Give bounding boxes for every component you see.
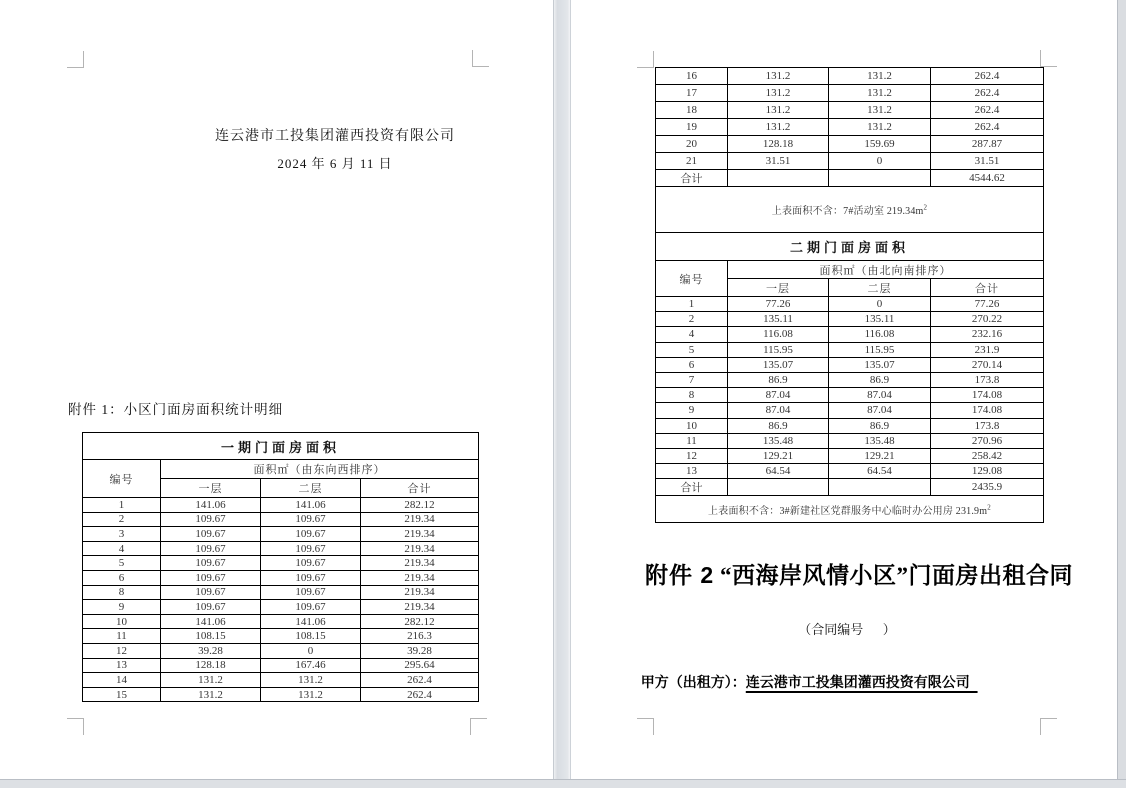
table-cell: 135.07	[829, 357, 931, 372]
table-row	[656, 136, 1044, 153]
table-cell: 108.15	[161, 629, 261, 644]
table-cell: 129.21	[829, 448, 931, 463]
table-cell: 131.2	[829, 102, 931, 119]
table-cell: 141.06	[161, 498, 261, 513]
note-superscript: 2	[987, 503, 991, 512]
text-boundary-mark	[472, 50, 489, 67]
table-cell: 135.11	[829, 312, 931, 327]
table-row	[83, 687, 479, 702]
table-cell	[728, 170, 829, 187]
table-cell: 12	[656, 448, 728, 463]
table-cell: 1	[656, 297, 728, 312]
table-cell: 109.67	[261, 541, 361, 556]
table-cell: 131.2	[829, 68, 931, 85]
table-cell: 174.08	[931, 388, 1044, 403]
table-cell: 262.4	[931, 102, 1044, 119]
table-cell: 86.9	[829, 418, 931, 433]
column-header-floor1: 一层	[728, 279, 829, 297]
document-date: 2024 年 6 月 11 日	[277, 156, 393, 171]
table-cell: 219.34	[361, 512, 479, 527]
table-cell: 262.4	[931, 68, 1044, 85]
table-cell: 11	[83, 629, 161, 644]
table-cell: 39.28	[161, 643, 261, 658]
table-row	[656, 68, 1044, 85]
table-cell: 282.12	[361, 498, 479, 513]
text-boundary-mark	[637, 51, 654, 68]
phase1-table-body	[83, 498, 479, 702]
table-cell: 86.9	[829, 372, 931, 387]
column-header-total: 合计	[361, 479, 479, 498]
table-row	[656, 403, 1044, 418]
column-header-floor2: 二层	[261, 479, 361, 498]
phase1-table-title: 一期门面房面积	[83, 433, 479, 460]
table-cell: 262.4	[931, 119, 1044, 136]
table-cell: 39.28	[361, 643, 479, 658]
table-cell: 128.18	[161, 658, 261, 673]
signature-block	[135, 128, 535, 172]
table-cell: 合计	[656, 170, 728, 187]
table-cell: 270.22	[931, 312, 1044, 327]
table-cell: 128.18	[728, 136, 829, 153]
table-cell: 109.67	[161, 527, 261, 542]
table-cell: 131.2	[161, 687, 261, 702]
column-header-floor2: 二层	[829, 279, 931, 297]
table-cell: 109.67	[261, 527, 361, 542]
table-cell: 0	[829, 153, 931, 170]
table-cell: 115.95	[728, 342, 829, 357]
note-superscript: 2	[923, 203, 928, 212]
table-cell: 116.08	[728, 327, 829, 342]
table-cell: 77.26	[931, 297, 1044, 312]
table-row	[83, 541, 479, 556]
table-cell: 141.06	[261, 614, 361, 629]
attachment1-label: 附件 1：小区门面房面积统计明细	[68, 402, 284, 417]
table-cell: 8	[83, 585, 161, 600]
phase1-continuation-and-phase2-table	[655, 67, 1044, 523]
table-cell: 8	[656, 388, 728, 403]
table-cell: 135.11	[728, 312, 829, 327]
table-cell: 258.42	[931, 448, 1044, 463]
table-cell: 6	[656, 357, 728, 372]
table-cell: 216.3	[361, 629, 479, 644]
table-cell: 219.34	[361, 527, 479, 542]
phase1-continuation-body	[656, 68, 1044, 187]
table-cell: 131.2	[829, 85, 931, 102]
table-cell: 0	[829, 297, 931, 312]
table-cell: 174.08	[931, 403, 1044, 418]
table-row	[656, 372, 1044, 387]
table-cell: 0	[261, 643, 361, 658]
table-cell: 2435.9	[931, 479, 1044, 496]
table-cell: 10	[656, 418, 728, 433]
text-boundary-mark	[67, 51, 84, 68]
table-cell: 64.54	[829, 464, 931, 479]
table-cell: 109.67	[161, 600, 261, 615]
table-row	[656, 433, 1044, 448]
attachment2-number: 附件 2	[645, 562, 715, 588]
table-cell: 167.46	[261, 658, 361, 673]
table-cell: 109.67	[161, 512, 261, 527]
table-cell: 15	[83, 687, 161, 702]
table-row	[83, 570, 479, 585]
table-row	[656, 102, 1044, 119]
table-cell: 109.67	[161, 556, 261, 571]
phase2-exclusion-note	[656, 496, 1044, 523]
table-cell: 4	[83, 541, 161, 556]
table-cell: 109.67	[161, 541, 261, 556]
table-cell: 86.9	[728, 372, 829, 387]
table-cell: 270.96	[931, 433, 1044, 448]
table-cell	[829, 479, 931, 496]
table-cell: 合计	[656, 479, 728, 496]
table-cell: 135.48	[829, 433, 931, 448]
table-cell: 159.69	[829, 136, 931, 153]
column-header-id: 编号	[656, 261, 728, 297]
table-row	[83, 658, 479, 673]
table-cell: 6	[83, 570, 161, 585]
table-row	[83, 643, 479, 658]
viewport-right-edge	[1117, 0, 1126, 787]
text-boundary-mark	[470, 718, 487, 735]
table-cell: 131.2	[728, 85, 829, 102]
text-boundary-mark	[1040, 718, 1057, 735]
table-row	[656, 448, 1044, 463]
table-row	[656, 479, 1044, 496]
table-cell: 282.12	[361, 614, 479, 629]
table-cell: 5	[656, 342, 728, 357]
table-cell: 109.67	[261, 600, 361, 615]
table-cell: 135.07	[728, 357, 829, 372]
table-cell: 270.14	[931, 357, 1044, 372]
table-cell: 131.2	[261, 673, 361, 688]
table-cell: 14	[83, 673, 161, 688]
table-cell: 109.67	[261, 556, 361, 571]
table-cell: 173.8	[931, 372, 1044, 387]
table-row	[656, 119, 1044, 136]
table-cell: 7	[656, 372, 728, 387]
table-cell: 129.21	[728, 448, 829, 463]
text-boundary-mark	[1040, 50, 1057, 67]
table-cell: 109.67	[261, 585, 361, 600]
column-header-total: 合计	[931, 279, 1044, 297]
table-cell: 20	[656, 136, 728, 153]
table-cell: 2	[83, 512, 161, 527]
table-cell: 115.95	[829, 342, 931, 357]
table-cell: 3	[83, 527, 161, 542]
table-cell: 219.34	[361, 600, 479, 615]
table-cell: 10	[83, 614, 161, 629]
table-cell: 86.9	[728, 418, 829, 433]
table-cell: 141.06	[161, 614, 261, 629]
table-row	[83, 600, 479, 615]
table-cell: 77.26	[728, 297, 829, 312]
table-cell: 5	[83, 556, 161, 571]
table-cell: 11	[656, 433, 728, 448]
phase2-table-body	[656, 297, 1044, 496]
column-header-area: 面积㎡（由北向南排序）	[728, 261, 1044, 279]
table-row	[83, 585, 479, 600]
table-row	[83, 498, 479, 513]
phase1-exclusion-note	[656, 187, 1044, 233]
table-row	[656, 312, 1044, 327]
table-cell: 9	[656, 403, 728, 418]
table-cell: 219.34	[361, 585, 479, 600]
table-cell: 87.04	[829, 403, 931, 418]
table-cell: 4	[656, 327, 728, 342]
table-cell: 141.06	[261, 498, 361, 513]
text-boundary-mark	[637, 718, 654, 735]
phase1-area-table	[82, 432, 479, 702]
table-cell: 13	[83, 658, 161, 673]
table-row	[656, 464, 1044, 479]
table-cell: 109.67	[161, 585, 261, 600]
table-row	[656, 170, 1044, 187]
party-a-label: 甲方（出租方）：	[640, 674, 746, 690]
table-cell: 109.67	[261, 512, 361, 527]
table-cell: 262.4	[361, 673, 479, 688]
attachment2-title: “西海岸风情小区”门面房出租合同	[719, 563, 1073, 588]
contract-number-line: （合同编号 ）	[798, 622, 896, 637]
table-cell: 262.4	[361, 687, 479, 702]
party-a-line	[633, 656, 978, 692]
table-row	[83, 556, 479, 571]
table-cell: 219.34	[361, 556, 479, 571]
table-cell: 87.04	[728, 403, 829, 418]
table-row	[656, 357, 1044, 372]
table-row	[83, 673, 479, 688]
table-row	[656, 297, 1044, 312]
table-cell: 116.08	[829, 327, 931, 342]
table-cell: 18	[656, 102, 728, 119]
table-cell: 12	[83, 643, 161, 658]
table-cell: 9	[83, 600, 161, 615]
phase2-table-title: 二期门面房面积	[656, 233, 1044, 261]
table-cell: 64.54	[728, 464, 829, 479]
table-cell: 295.64	[361, 658, 479, 673]
attachment2-heading	[645, 560, 1073, 591]
table-row	[83, 614, 479, 629]
table-cell: 13	[656, 464, 728, 479]
table-cell: 19	[656, 119, 728, 136]
table-cell: 21	[656, 153, 728, 170]
party-a-company: 连云港市工投集团灌西投资有限公司	[745, 674, 978, 690]
table-row	[83, 527, 479, 542]
column-header-floor1: 一层	[161, 479, 261, 498]
table-cell: 131.2	[728, 68, 829, 85]
table-cell: 131.2	[161, 673, 261, 688]
company-name: 连云港市工投集团灌西投资有限公司	[215, 129, 455, 144]
table-row	[656, 418, 1044, 433]
table-cell: 173.8	[931, 418, 1044, 433]
note-text: 上表面积不含：7#活动室 219.34m	[771, 206, 924, 217]
table-cell: 131.2	[728, 119, 829, 136]
table-row	[656, 153, 1044, 170]
table-cell: 131.2	[829, 119, 931, 136]
table-cell: 129.08	[931, 464, 1044, 479]
note-text: 上表面积不含：3#新建社区党群服务中心临时办公用房 231.9m	[708, 505, 988, 517]
table-cell: 219.34	[361, 541, 479, 556]
page-gap-divider	[553, 0, 571, 779]
table-cell: 87.04	[728, 388, 829, 403]
table-cell: 87.04	[829, 388, 931, 403]
table-cell: 109.67	[261, 570, 361, 585]
table-cell: 287.87	[931, 136, 1044, 153]
table-row	[83, 629, 479, 644]
table-cell: 108.15	[261, 629, 361, 644]
table-cell	[728, 479, 829, 496]
table-row	[656, 388, 1044, 403]
table-row	[656, 342, 1044, 357]
table-cell: 1	[83, 498, 161, 513]
table-row	[656, 85, 1044, 102]
table-cell	[829, 170, 931, 187]
table-cell: 262.4	[931, 85, 1044, 102]
table-cell: 31.51	[728, 153, 829, 170]
table-cell: 131.2	[261, 687, 361, 702]
table-cell: 231.9	[931, 342, 1044, 357]
table-cell: 16	[656, 68, 728, 85]
table-row	[83, 512, 479, 527]
column-header-area: 面积㎡（由东向西排序）	[161, 460, 479, 479]
table-cell: 135.48	[728, 433, 829, 448]
table-cell: 232.16	[931, 327, 1044, 342]
table-cell: 2	[656, 312, 728, 327]
text-boundary-mark	[67, 718, 84, 735]
table-cell: 219.34	[361, 570, 479, 585]
table-cell: 31.51	[931, 153, 1044, 170]
table-row	[656, 327, 1044, 342]
column-header-id: 编号	[83, 460, 161, 498]
table-cell: 4544.62	[931, 170, 1044, 187]
table-cell: 131.2	[728, 102, 829, 119]
table-cell: 109.67	[161, 570, 261, 585]
table-cell: 17	[656, 85, 728, 102]
